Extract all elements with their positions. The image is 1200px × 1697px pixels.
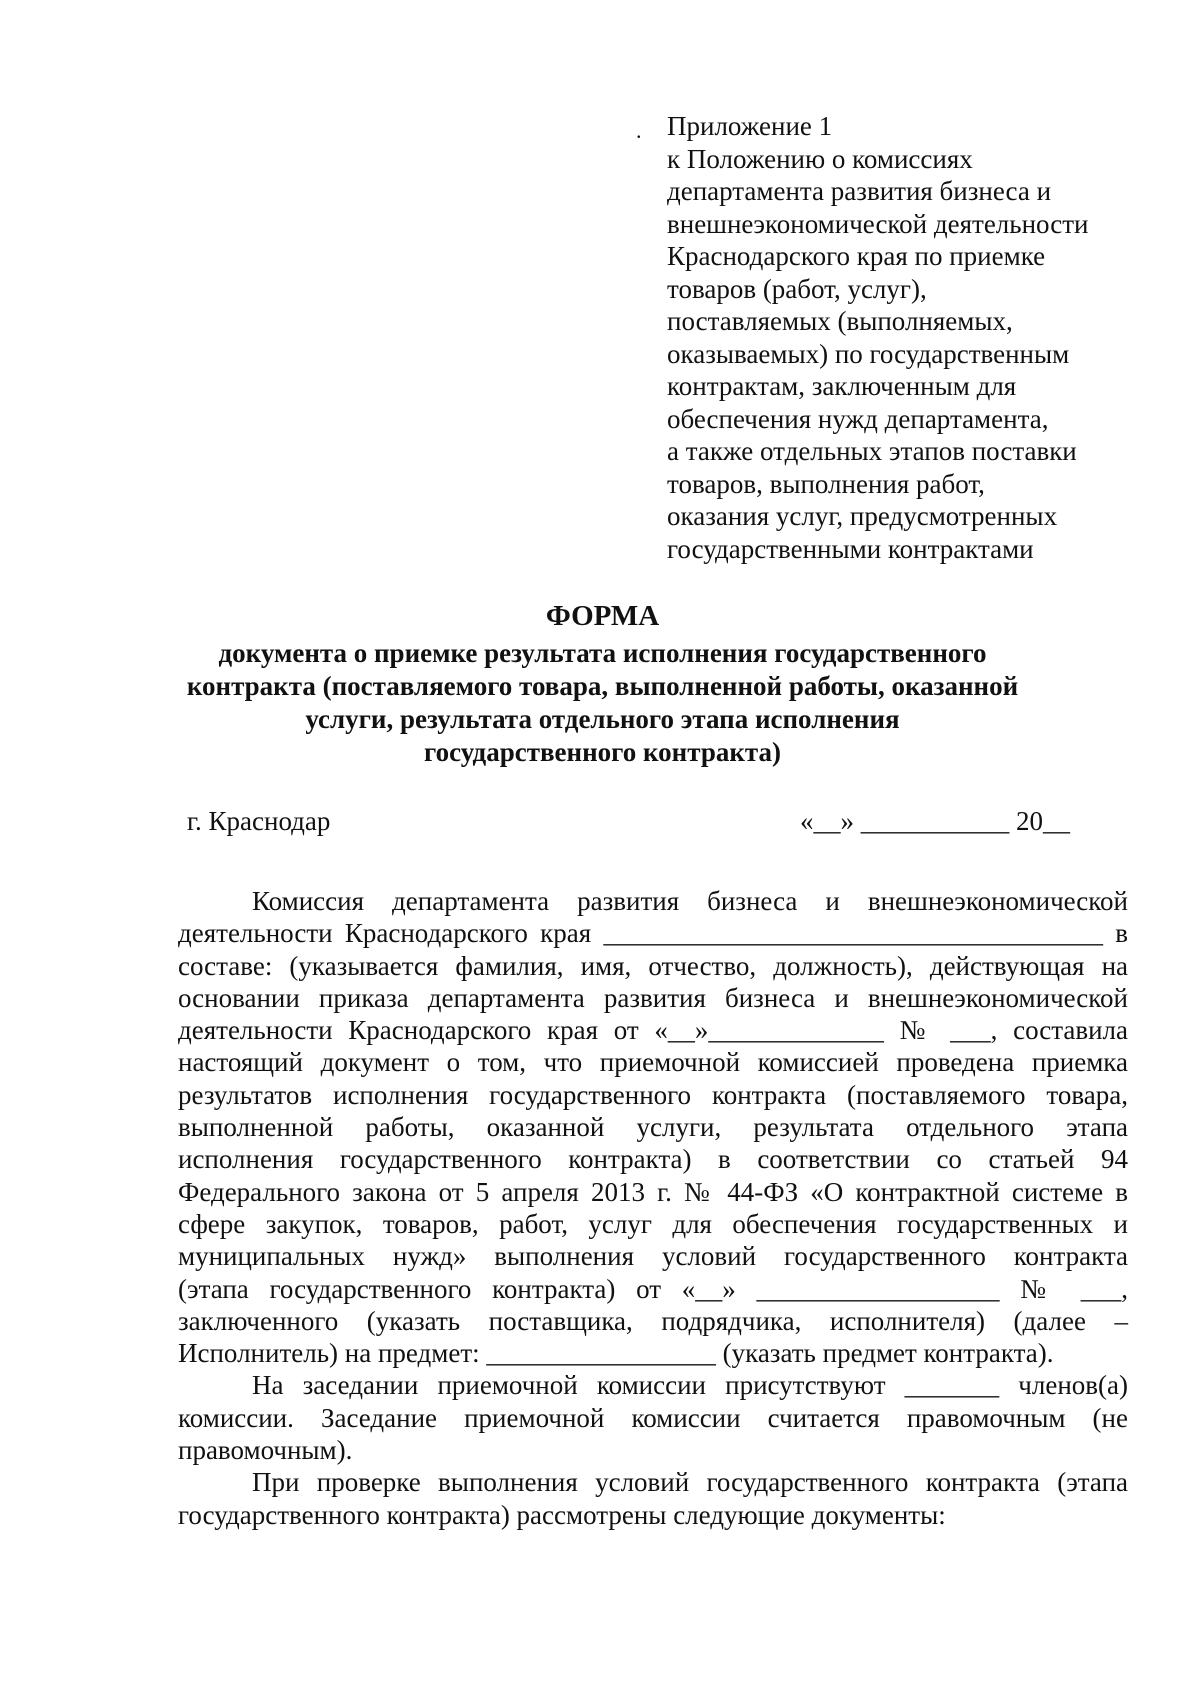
title-line: контракта (поставляемого товара, выполненной работы, оказанной [186, 671, 1019, 701]
annex-line: департамента развития бизнеса и [667, 176, 1052, 206]
body-line: основании приказа департамента развития бизнеса и внешнеэкономической [178, 982, 1128, 1013]
body-line: комиссии. Заседание приемочной комиссии считается правомочным (не [178, 1402, 1128, 1433]
document-title [180, 600, 1025, 769]
body-line: результатов исполнения государственного контракта (поставляемого товара, [178, 1079, 1128, 1110]
annex-line: к Положению о комиссиях [667, 143, 973, 174]
body-line: При проверке выполнения условий государственного контракта (этапа [252, 1467, 1128, 1498]
annex-line: поставляемых (выполняемых, [667, 306, 1013, 336]
body-line: сфере закупок, товаров, работ, услуг для обеспечения государственных и [178, 1208, 1128, 1239]
body-line: Комиссия департамента развития бизнеса и внешнеэкономической [252, 886, 1128, 916]
annex-line: оказываемых) по государственным [667, 338, 1070, 369]
body-line: исполнения государственного контракта) в соответствии со статьей 94 [178, 1144, 1128, 1175]
title-line: государственного контракта) [424, 737, 781, 767]
body-line: заключенного (указать поставщика, подрядчика, исполнителя) (далее – [178, 1305, 1128, 1336]
annex-line: а также отдельных этапов поставки [667, 436, 1077, 466]
annex-line: товаров, выполнения работ, [667, 468, 985, 499]
annex-line: обеспечения нужд департамента, [667, 403, 1049, 434]
body-line: правомочным). [178, 1435, 353, 1466]
body-line: выполненной работы, оказанной услуги, результата отдельного этапа [178, 1112, 1128, 1143]
date-field: «__» ___________ 20__ [800, 806, 1070, 836]
body-line: Федерального закона от 5 апреля 2013 г. № 44-ФЗ «О контрактной системе в [178, 1176, 1128, 1207]
body-line: (этапа государственного контракта) от «__» __________________ № ___, [178, 1273, 1128, 1304]
scan-dot-mark: . [636, 118, 642, 143]
body-line: На заседании приемочной комиссии присутствуют _______ членов(а) [252, 1370, 1128, 1401]
body-line: Исполнитель) на предмет: _________________ (указать предмет контракта). [178, 1338, 1054, 1369]
annex-line: товаров (работ, услуг), [667, 273, 927, 304]
annex-line: государственными контрактами [667, 533, 1034, 564]
annex-line: оказания услуг, предусмотренных [667, 501, 1058, 531]
title-line: услуги, результата отдельного этапа исполнения [305, 704, 900, 734]
body-line: муниципальных нужд» выполнения условий государственного контракта [178, 1241, 1128, 1272]
title-line: документа о приемке результата исполнения государственного [218, 638, 987, 668]
form-heading: ФОРМА [545, 600, 660, 632]
annex-header [667, 110, 1167, 565]
annex-line: контрактам, заключенным для [667, 371, 1017, 401]
body-line: деятельности Краснодарского края от «__»_____________ № ___, составила [178, 1015, 1128, 1046]
city-label: г. Краснодар [187, 806, 331, 836]
body-line: деятельности Краснодарского края _____________________________________ в [178, 918, 1128, 949]
body-line: составе: (указывается фамилия, имя, отчество, должность), действующая на [178, 950, 1128, 981]
annex-line: Краснодарского края по приемке [667, 241, 1046, 271]
annex-line: Приложение 1 [667, 111, 833, 141]
document-body [178, 885, 1128, 1531]
body-line: настоящий документ о том, что приемочной комиссией проведена приемка [178, 1047, 1128, 1078]
body-line: государственного контракта) рассмотрены следующие документы: [178, 1499, 946, 1530]
annex-line: внешнеэкономической деятельности [667, 208, 1089, 239]
